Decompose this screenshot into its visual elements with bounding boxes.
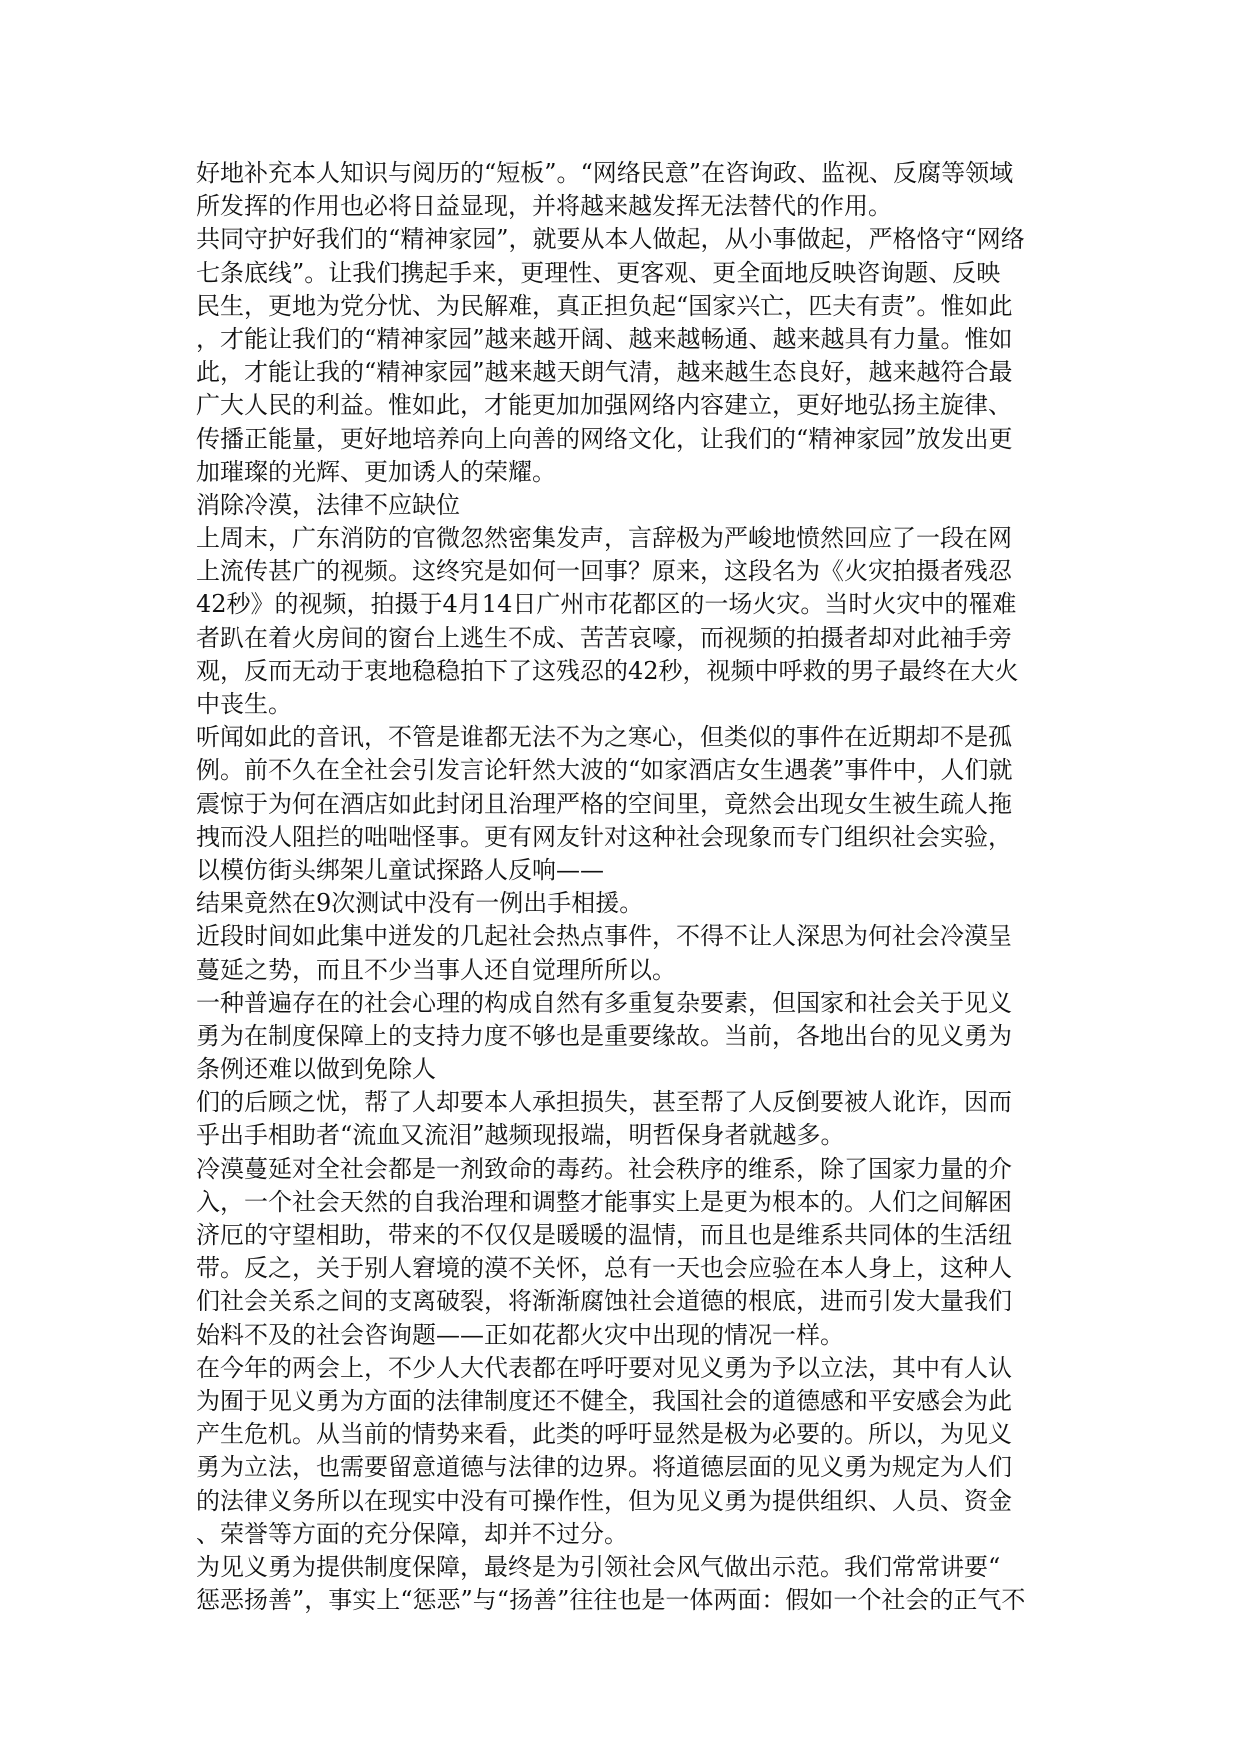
text-line: 广大人民的利益。惟如此，才能更加加强网络内容建立，更好地弘扬主旋律、 — [196, 391, 1012, 420]
text-line: 为见义勇为提供制度保障，最终是为引领社会风气做出示范。我们常常讲要“ — [196, 1552, 1001, 1581]
text-line: 观，反而无动于衷地稳稳拍下了这残忍的42秒，视频中呼救的男子最终在大火 — [196, 656, 1019, 685]
text-line: 乎出手相助者“流血又流泪”越频现报端，明哲保身者就越多。 — [196, 1121, 845, 1150]
text-line: 条例还难以做到免除人 — [196, 1055, 436, 1084]
text-line: 震惊于为何在酒店如此封闭且治理严格的空间里，竟然会出现女生被生疏人拖 — [196, 789, 1012, 818]
text-line: 在今年的两会上，不少人大代表都在呼吁要对见义勇为予以立法，其中有人认 — [196, 1353, 1012, 1382]
text-line: 以模仿街头绑架儿童试探路人反响—— — [196, 855, 604, 884]
text-line: 勇为立法，也需要留意道德与法律的边界。将道德层面的见义勇为规定为人们 — [196, 1453, 1012, 1482]
text-line: 们社会关系之间的支离破裂，将渐渐腐蚀社会道德的根底，进而引发大量我们 — [196, 1287, 1012, 1316]
text-line: 始料不及的社会咨询题——正如花都火灾中出现的情况一样。 — [196, 1320, 844, 1349]
text-line: 中丧生。 — [196, 690, 292, 718]
text-line: 结果竟然在9次测试中没有一例出手相援。 — [196, 889, 644, 918]
text-line: 、荣誉等方面的充分保障，却并不过分。 — [196, 1519, 628, 1548]
text-line: 冷漠蔓延对全社会都是一剂致命的毒药。社会秩序的维系，除了国家力量的介 — [196, 1154, 1012, 1183]
text-line: 近段时间如此集中迸发的几起社会热点事件，不得不让人深思为何社会冷漠呈 — [196, 922, 1012, 951]
text-line: 惩恶扬善”，事实上“惩恶”与“扬善”往往也是一体两面：假如一个社会的正气不 — [196, 1586, 1026, 1615]
text-line: 者趴在着火房间的窗台上逃生不成、苦苦哀嚎，而视频的拍摄者却对此袖手旁 — [196, 623, 1012, 652]
document-body — [196, 157, 1046, 1617]
text-line: 的法律义务所以在现实中没有可操作性，但为见义勇为提供组织、人员、资金 — [196, 1486, 1012, 1515]
text-line: 加璀璨的光辉、更加诱人的荣耀。 — [196, 457, 556, 486]
text-line: 一种普遍存在的社会心理的构成自然有多重复杂要素，但国家和社会关于见义 — [196, 988, 1012, 1017]
text-line: 此，才能让我的“精神家园”越来越天朗气清，越来越生态良好，越来越符合最 — [196, 358, 1013, 387]
text-line: 传播正能量，更好地培养向上向善的网络文化，让我们的“精神家园”放发出更 — [196, 424, 1013, 453]
text-line: 上周末，广东消防的官微忽然密集发声，言辞极为严峻地愤然回应了一段在网 — [196, 524, 1012, 553]
text-line: 42秒》的视频，拍摄于4月14日广州市花都区的一场火灾。当时火灾中的罹难 — [196, 590, 1017, 619]
text-line: 济厄的守望相助，带来的不仅仅是暖暖的温情，而且也是维系共同体的生活纽 — [196, 1221, 1012, 1249]
text-line: 蔓延之势，而且不少当事人还自觉理所所以。 — [196, 955, 676, 984]
text-line: 例。前不久在全社会引发言论轩然大波的“如家酒店女生遇袭”事件中，人们就 — [196, 756, 1013, 785]
text-line: 所发挥的作用也必将日益显现，并将越来越发挥无法替代的作用。 — [196, 192, 892, 221]
text-line: 为囿于见义勇为方面的法律制度还不健全，我国社会的道德感和平安感会为此 — [196, 1386, 1012, 1415]
section-heading: 消除冷漠，法律不应缺位 — [196, 490, 460, 519]
text-line: 好地补充本人知识与阅历的“短板”。“网络民意”在咨询政、监视、反腐等领域 — [196, 159, 1014, 187]
text-line: 七条底线”。让我们携起手来，更理性、更客观、更全面地反映咨询题、反映 — [196, 258, 1001, 287]
text-line: 带。反之，关于别人窘境的漠不关怀，总有一天也会应验在本人身上，这种人 — [196, 1254, 1012, 1283]
text-line: 共同守护好我们的“精神家园”，就要从本人做起，从小事做起，严格恪守“网络 — [196, 225, 1025, 254]
text-line: 入，一个社会天然的自我治理和调整才能事实上是更为根本的。人们之间解困 — [196, 1187, 1012, 1216]
text-line: 听闻如此的音讯，不管是谁都无法不为之寒心，但类似的事件在近期却不是孤 — [196, 723, 1012, 752]
text-line: ，才能让我们的“精神家园”越来越开阔、越来越畅通、越来越具有力量。惟如 — [196, 324, 1013, 353]
text-line: 拽而没人阻拦的咄咄怪事。更有网友针对这种社会现象而专门组织社会实验， — [196, 822, 1012, 851]
text-line: 产生危机。从当前的情势来看，此类的呼吁显然是极为必要的。所以，为见义 — [196, 1420, 1012, 1449]
text-line: 勇为在制度保障上的支持力度不够也是重要缘故。当前，各地出台的见义勇为 — [196, 1021, 1012, 1050]
text-line: 们的后顾之忧，帮了人却要本人承担损失，甚至帮了人反倒要被人讹诈，因而 — [196, 1088, 1012, 1117]
text-line: 上流传甚广的视频。这终究是如何一回事？原来，这段名为《火灾拍摄者残忍 — [196, 557, 1012, 586]
text-line: 民生，更地为党分忧、为民解难，真正担负起“国家兴亡，匹夫有责”。惟如此 — [196, 291, 1013, 320]
